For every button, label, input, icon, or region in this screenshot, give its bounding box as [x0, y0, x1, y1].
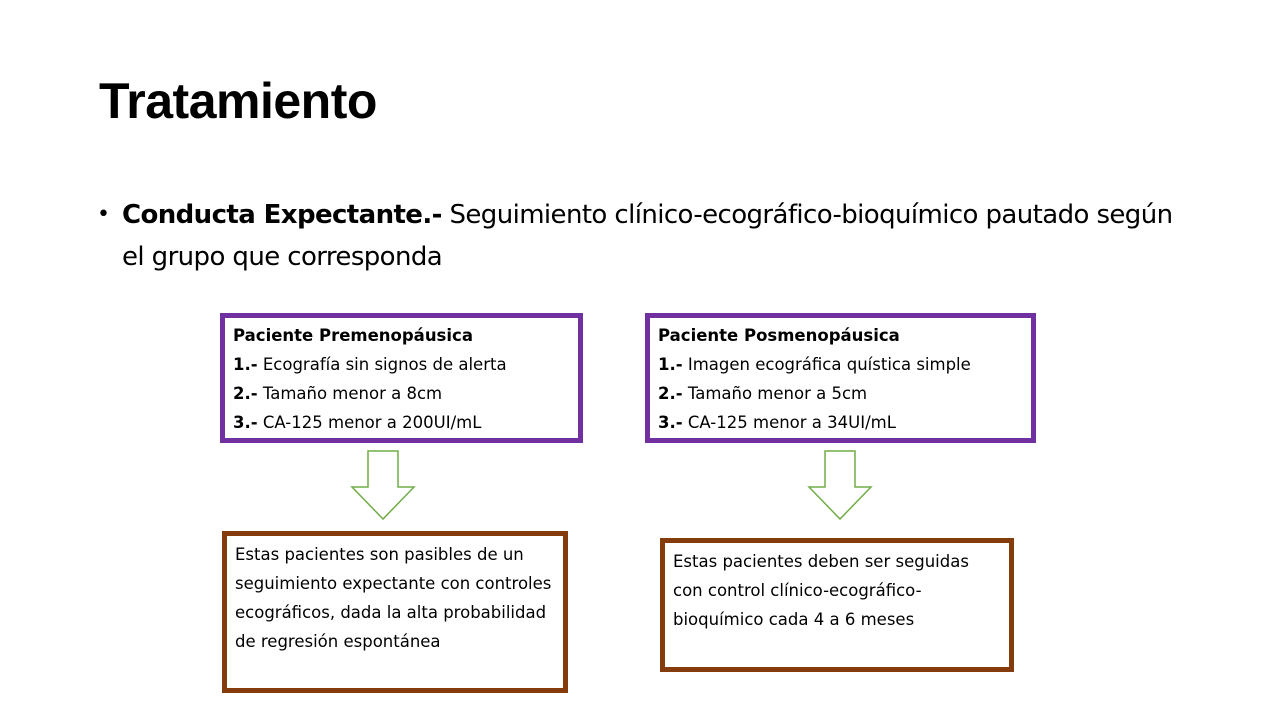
postmenopausal-result-text: Estas pacientes deben ser seguidas con control clínico-ecográfico-bioquímico cada 4 a 6 meses [673, 552, 969, 629]
bullet-lead: Conducta Expectante.- [122, 200, 442, 230]
premenopausal-criterion: 3.- CA-125 menor a 200UI/mL [233, 413, 482, 432]
postmenopausal-criterion: 1.- Imagen ecográfica quística simple [658, 355, 971, 374]
postmenopausal-criterion: 3.- CA-125 menor a 34UI/mL [658, 413, 896, 432]
bullet-dot-icon: • [97, 202, 110, 227]
premenopausal-criteria-box [220, 313, 583, 443]
bullet-body: Seguimiento clínico-ecográfico-bioquímico pautado según el grupo que corresponda [122, 200, 1173, 272]
premenopausal-result-box [222, 531, 568, 693]
down-arrow-icon [807, 449, 873, 521]
premenopausal-result-text: Estas pacientes son pasibles de un seguimiento expectante con controles ecográficos, dada la alta probabilidad de regresión espontánea [235, 545, 552, 651]
bullet-text [122, 194, 1187, 278]
slide-title: Tratamiento [99, 73, 377, 129]
premenopausal-criterion: 2.- Tamaño menor a 8cm [233, 384, 443, 403]
postmenopausal-heading: Paciente Posmenopáusica [658, 326, 900, 345]
bullet-item [97, 194, 1187, 278]
down-arrow-icon [350, 449, 416, 521]
premenopausal-criterion: 1.- Ecografía sin signos de alerta [233, 355, 507, 374]
postmenopausal-criterion: 2.- Tamaño menor a 5cm [658, 384, 868, 403]
postmenopausal-result-box [660, 538, 1014, 672]
premenopausal-heading: Paciente Premenopáusica [233, 326, 473, 345]
postmenopausal-criteria-box [645, 313, 1036, 443]
